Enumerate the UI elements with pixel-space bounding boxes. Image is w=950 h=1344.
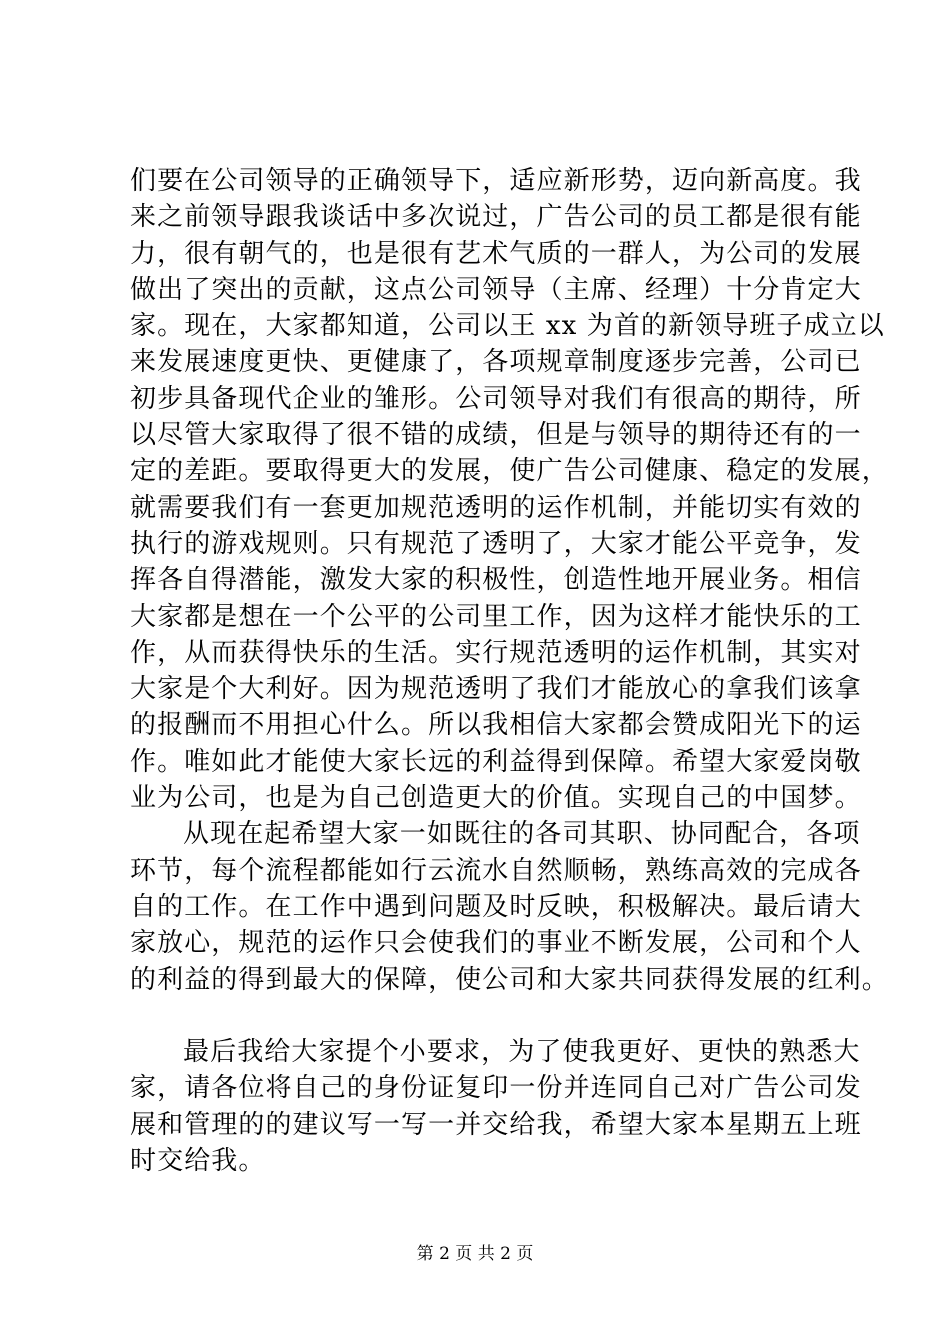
text-line: 最后我给大家提个小要求，为了使我更好、更快的熟悉大 bbox=[183, 1037, 861, 1068]
text-line: 执行的游戏规则。只有规范了透明了，大家才能公平竞争，发 bbox=[130, 528, 862, 559]
text-line: 初步具备现代企业的雏形。公司领导对我们有很高的期待，所 bbox=[130, 383, 862, 414]
text-line: 就需要我们有一套更加规范透明的运作机制，并能切实有效的 bbox=[130, 492, 862, 523]
paragraph-spacer bbox=[130, 998, 860, 1034]
text-line: 以尽管大家取得了很不错的成绩，但是与领导的期待还有的一 bbox=[130, 420, 862, 451]
text-line: 业为公司，也是为自己创造更大的价值。实现自己的中国梦。 bbox=[130, 783, 862, 814]
page-number-footer: 第 2 页 共 2 页 bbox=[416, 1244, 534, 1264]
text-line: 自的工作。在工作中遇到问题及时反映，积极解决。最后请大 bbox=[130, 891, 862, 922]
text-line: 大家是个大利好。因为规范透明了我们才能放心的拿我们该拿 bbox=[130, 674, 862, 705]
text-line: 从现在起希望大家一如既往的各司其职、协同配合，各项 bbox=[183, 819, 861, 850]
text-line: 家放心，规范的运作只会使我们的事业不断发展，公司和个人 bbox=[130, 928, 862, 959]
text-line: 展和管理的的建议写一写一并交给我，希望大家本星期五上班 bbox=[130, 1109, 862, 1140]
document-body bbox=[130, 163, 889, 1179]
paragraph-3 bbox=[130, 1034, 860, 1179]
text-line: 时交给我。 bbox=[130, 1146, 266, 1177]
text-line: 定的差距。要取得更大的发展，使广告公司健康、稳定的发展， bbox=[130, 456, 889, 487]
paragraph-1 bbox=[130, 163, 889, 816]
text-line: 大家都是想在一个公平的公司里工作，因为这样才能快乐的工 bbox=[130, 601, 862, 632]
text-line: 的利益的得到最大的保障，使公司和大家共同获得发展的红利。 bbox=[130, 964, 889, 995]
text-line: 作。唯如此才能使大家长远的利益得到保障。希望大家爱岗敬 bbox=[130, 746, 862, 777]
text-line: 来之前领导跟我谈话中多次说过，广告公司的员工都是很有能 bbox=[130, 202, 862, 233]
text-line: 家。现在，大家都知道，公司以王 xx 为首的新领导班子成立以 bbox=[130, 311, 885, 342]
text-line: 作，从而获得快乐的生活。实行规范透明的运作机制，其实对 bbox=[130, 637, 862, 668]
text-line: 来发展速度更快、更健康了，各项规章制度逐步完善，公司已 bbox=[130, 347, 862, 378]
text-line: 们要在公司领导的正确领导下，适应新形势，迈向新高度。我 bbox=[130, 166, 862, 196]
text-line: 力，很有朝气的，也是很有艺术气质的一群人，为公司的发展 bbox=[130, 238, 862, 269]
paragraph-2 bbox=[130, 816, 889, 997]
text-line: 做出了突出的贡献，这点公司领导（主席、经理）十分肯定大 bbox=[130, 274, 862, 305]
text-line: 环节，每个流程都能如行云流水自然顺畅，熟练高效的完成各 bbox=[130, 855, 862, 886]
text-line: 挥各自得潜能，激发大家的积极性，创造性地开展业务。相信 bbox=[130, 565, 862, 596]
text-line: 家，请各位将自己的身份证复印一份并连同自己对广告公司发 bbox=[130, 1073, 862, 1104]
text-line: 的报酬而不用担心什么。所以我相信大家都会赞成阳光下的运 bbox=[130, 710, 862, 741]
